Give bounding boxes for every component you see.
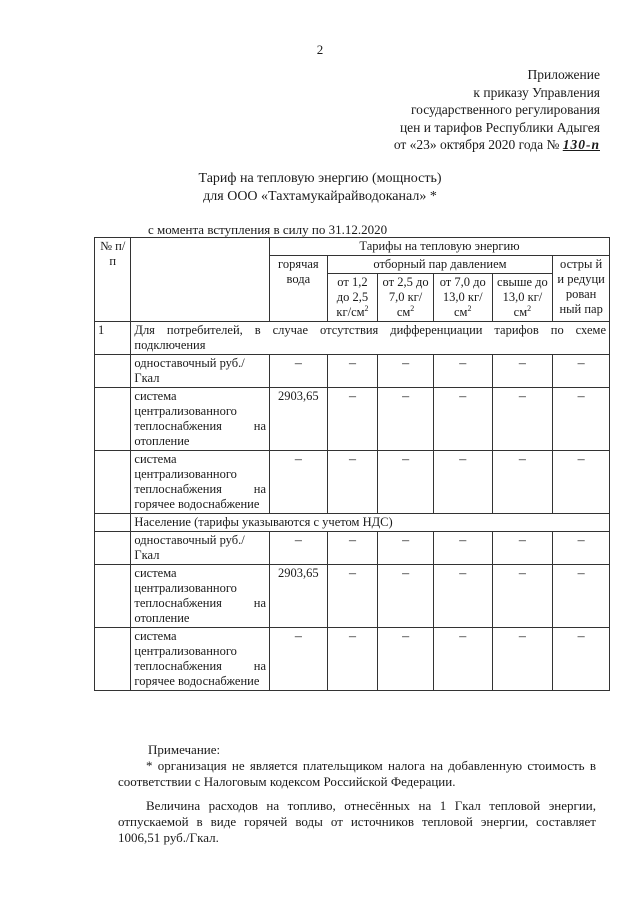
section-label: Для потребителей, в случае отсутствия дифференциации тарифов по схеме подключения xyxy=(131,322,610,355)
tariff-table xyxy=(94,237,610,691)
header-empty xyxy=(131,238,270,322)
appendix-line-3: государственного регулирования xyxy=(410,102,600,117)
appendix-line-2: к приказу Управления xyxy=(473,84,600,100)
table-row: система централизованного теплоснабжения на отопление 2903,65 – – – – – xyxy=(95,565,610,628)
table-row: система централизованного теплоснабжения на отопление 2903,65 – – – – – xyxy=(95,388,610,451)
header-steam: отборный пар давлением xyxy=(327,256,553,274)
row-label: система централизованного теплоснабжения на отопление xyxy=(131,388,270,451)
header-pressure-1: от 1,2 до 2,5 $кг/см^2$ xyxy=(327,274,378,322)
header-pressure-4: свыше до 13,0 $кг/см^2$ xyxy=(492,274,553,322)
note-body: * организация не является плательщиком налога на добавленную стоимость в соответствии с Налоговым кодексом Российской Федерации. xyxy=(118,758,596,789)
appendix-header xyxy=(394,66,600,154)
order-number: 130-п xyxy=(562,137,600,152)
appendix-line-4: цен и тарифов Республики Адыгея xyxy=(399,119,600,135)
appendix-line-1: Приложение xyxy=(527,67,600,82)
header-number: № п/п xyxy=(95,238,131,322)
header-pressure-2: от 2,5 до 7,0 $кг/см^2$ xyxy=(378,274,434,322)
row-label: система централизованного теплоснабжения на горячее водоснабжение xyxy=(131,451,270,514)
row-label: одноставочный руб./Гкал xyxy=(131,532,270,565)
title-line-1: Тариф на тепловую энергию (мощность) xyxy=(198,171,442,186)
section-row xyxy=(95,514,610,532)
note-heading: Примечание: xyxy=(148,742,221,757)
order-date: от «23» октября 2020 года № xyxy=(393,137,560,152)
header-tariffs: Тарифы на тепловую энергию xyxy=(270,238,610,256)
table-row: одноставочный руб./Гкал – – – – – – xyxy=(95,532,610,565)
header-pressure-3: от 7,0 до 13,0 $кг/см^2$ xyxy=(433,274,492,322)
document-title xyxy=(0,170,640,206)
table-row: одноставочный руб./Гкал – – – – – – xyxy=(95,355,610,388)
hot-water-value: 2903,65 xyxy=(270,388,328,451)
row-label: система централизованного теплоснабжения на отопление xyxy=(131,565,270,628)
validity-period: с момента вступления в силу по 31.12.2020 xyxy=(148,222,388,237)
title-line-2: для ООО «Тахтамукайрайводоканал» * xyxy=(203,189,437,204)
row-label: система централизованного теплоснабжения на горячее водоснабжение xyxy=(131,628,270,691)
header-hot-water: горячая вода xyxy=(270,256,328,322)
section-row xyxy=(95,322,610,355)
table-row: система централизованного теплоснабжения на горячее водоснабжение – – – – – – xyxy=(95,451,610,514)
section-number: 1 xyxy=(95,322,131,355)
table-row: система централизованного теплоснабжения на горячее водоснабжение – – – – – – xyxy=(95,628,610,691)
header-sharp-steam: остры й и редуци рован ный пар xyxy=(553,256,610,322)
hot-water-value: 2903,65 xyxy=(270,565,328,628)
row-label: одноставочный руб./Гкал xyxy=(131,355,270,388)
fuel-cost-paragraph: Величина расходов на топливо, отнесённых на 1 Гкал тепловой энергии, отпускаемой в виде горячей воды от источников тепловой энергии, составляет 1006,51 руб./Гкал. xyxy=(118,798,596,845)
appendix-line-5 xyxy=(394,136,600,154)
page-number: 2 xyxy=(316,42,324,57)
section-label: Население (тарифы указываются с учетом НДС) xyxy=(131,514,610,532)
